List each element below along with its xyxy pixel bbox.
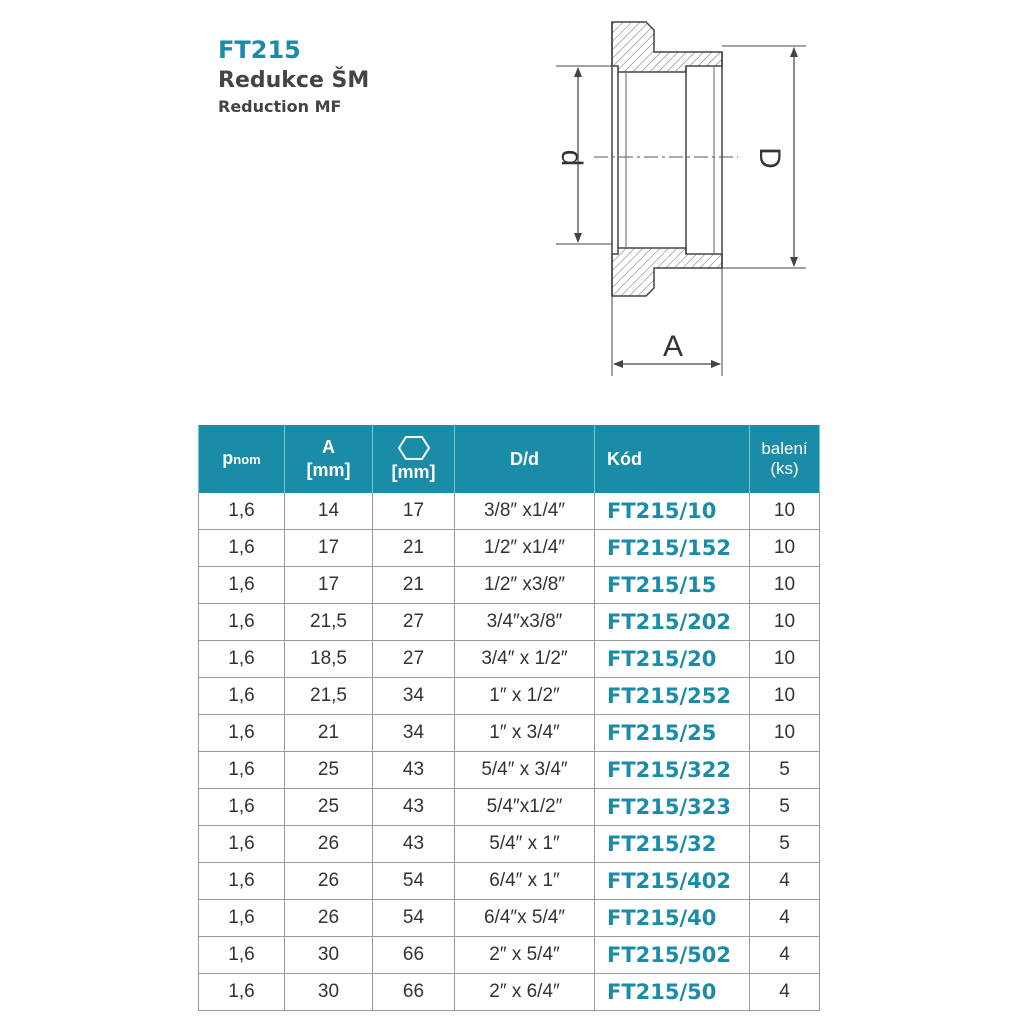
cell-baleni: 4 xyxy=(750,863,820,900)
cell-dd: 6/4″ x 1″ xyxy=(455,863,595,900)
cell-baleni: 4 xyxy=(750,937,820,974)
cell-dd: 5/4″x1/2″ xyxy=(455,789,595,826)
cell-baleni: 10 xyxy=(750,641,820,678)
cell-kod: FT215/15 xyxy=(595,567,750,604)
cell-hex: 43 xyxy=(373,826,455,863)
cell-dd: 3/4″ x 1/2″ xyxy=(455,641,595,678)
cell-dd: 2″ x 6/4″ xyxy=(455,974,595,1011)
cell-baleni: 10 xyxy=(750,604,820,641)
cell-pnom: 1,6 xyxy=(199,604,285,641)
cell-pnom: 1,6 xyxy=(199,678,285,715)
cell-hex: 34 xyxy=(373,715,455,752)
header-baleni: balení (ks) xyxy=(750,425,820,493)
cell-hex: 66 xyxy=(373,937,455,974)
cell-kod: FT215/502 xyxy=(595,937,750,974)
cell-hex: 27 xyxy=(373,641,455,678)
cell-pnom: 1,6 xyxy=(199,493,285,530)
cell-pnom: 1,6 xyxy=(199,567,285,604)
cell-a: 26 xyxy=(285,900,373,937)
cell-a: 30 xyxy=(285,937,373,974)
table-row xyxy=(199,900,820,937)
table-row xyxy=(199,789,820,826)
cell-kod: FT215/322 xyxy=(595,752,750,789)
header-a: A [mm] xyxy=(285,425,373,493)
table-row xyxy=(199,715,820,752)
table-row xyxy=(199,974,820,1011)
cell-kod: FT215/10 xyxy=(595,493,750,530)
cell-kod: FT215/32 xyxy=(595,826,750,863)
cell-dd: 5/4″ x 3/4″ xyxy=(455,752,595,789)
header-pnom: pnom xyxy=(199,425,285,493)
table-row xyxy=(199,604,820,641)
hexagon-icon xyxy=(397,435,431,461)
table-row xyxy=(199,678,820,715)
cell-hex: 54 xyxy=(373,863,455,900)
cell-baleni: 10 xyxy=(750,567,820,604)
cell-a: 21 xyxy=(285,715,373,752)
cell-dd: 3/4″x3/8″ xyxy=(455,604,595,641)
product-name-cz: Redukce ŠM xyxy=(218,68,370,93)
cell-baleni: 10 xyxy=(750,715,820,752)
cell-kod: FT215/252 xyxy=(595,678,750,715)
cell-a: 17 xyxy=(285,567,373,604)
cell-baleni: 5 xyxy=(750,752,820,789)
cell-pnom: 1,6 xyxy=(199,789,285,826)
label-A: A xyxy=(662,330,684,363)
section-top xyxy=(612,22,722,72)
cell-dd: 1/2″ x1/4″ xyxy=(455,530,595,567)
table-row xyxy=(199,567,820,604)
cell-pnom: 1,6 xyxy=(199,937,285,974)
cell-a: 14 xyxy=(285,493,373,530)
cell-kod: FT215/202 xyxy=(595,604,750,641)
cell-kod: FT215/25 xyxy=(595,715,750,752)
cell-kod: FT215/40 xyxy=(595,900,750,937)
cell-kod: FT215/50 xyxy=(595,974,750,1011)
cell-pnom: 1,6 xyxy=(199,826,285,863)
table-row xyxy=(199,752,820,789)
cell-a: 26 xyxy=(285,863,373,900)
cell-dd: 6/4″x 5/4″ xyxy=(455,900,595,937)
cell-pnom: 1,6 xyxy=(199,974,285,1011)
cell-pnom: 1,6 xyxy=(199,715,285,752)
cell-hex: 66 xyxy=(373,974,455,1011)
cell-baleni: 4 xyxy=(750,974,820,1011)
cell-a: 21,5 xyxy=(285,678,373,715)
header-hex: [mm] xyxy=(373,425,455,493)
label-d: d xyxy=(555,149,588,167)
cell-a: 25 xyxy=(285,789,373,826)
table-row xyxy=(199,826,820,863)
cell-a: 25 xyxy=(285,752,373,789)
cell-dd: 1″ x 1/2″ xyxy=(455,678,595,715)
cell-hex: 43 xyxy=(373,789,455,826)
cell-baleni: 10 xyxy=(750,493,820,530)
cell-baleni: 4 xyxy=(750,900,820,937)
cell-hex: 21 xyxy=(373,567,455,604)
cell-pnom: 1,6 xyxy=(199,530,285,567)
cell-a: 26 xyxy=(285,826,373,863)
cell-dd: 3/8″ x1/4″ xyxy=(455,493,595,530)
cell-a: 30 xyxy=(285,974,373,1011)
cell-baleni: 5 xyxy=(750,789,820,826)
cell-kod: FT215/152 xyxy=(595,530,750,567)
product-code: FT215 xyxy=(218,36,301,64)
cell-baleni: 5 xyxy=(750,826,820,863)
section-bottom xyxy=(612,248,722,296)
table-row xyxy=(199,937,820,974)
cell-hex: 54 xyxy=(373,900,455,937)
cell-a: 17 xyxy=(285,530,373,567)
cell-hex: 21 xyxy=(373,530,455,567)
cell-kod: FT215/323 xyxy=(595,789,750,826)
cell-dd: 2″ x 5/4″ xyxy=(455,937,595,974)
cell-kod: FT215/20 xyxy=(595,641,750,678)
table-row xyxy=(199,530,820,567)
table-row xyxy=(199,863,820,900)
spec-table xyxy=(198,425,820,1011)
table-row xyxy=(199,641,820,678)
cell-baleni: 10 xyxy=(750,678,820,715)
table-row xyxy=(199,493,820,530)
label-D: D xyxy=(753,147,786,169)
product-name-en: Reduction MF xyxy=(218,97,342,116)
cell-a: 21,5 xyxy=(285,604,373,641)
table-header-row xyxy=(199,425,820,493)
cell-hex: 43 xyxy=(373,752,455,789)
cell-pnom: 1,6 xyxy=(199,863,285,900)
cell-hex: 17 xyxy=(373,493,455,530)
cell-dd: 1/2″ x3/8″ xyxy=(455,567,595,604)
cell-a: 18,5 xyxy=(285,641,373,678)
cell-hex: 34 xyxy=(373,678,455,715)
header-dd: D/d xyxy=(455,425,595,493)
technical-drawing xyxy=(0,0,1024,420)
cell-pnom: 1,6 xyxy=(199,752,285,789)
cell-kod: FT215/402 xyxy=(595,863,750,900)
cell-hex: 27 xyxy=(373,604,455,641)
cell-dd: 5/4″ x 1″ xyxy=(455,826,595,863)
cell-pnom: 1,6 xyxy=(199,641,285,678)
header-kod: Kód xyxy=(595,425,750,493)
cell-dd: 1″ x 3/4″ xyxy=(455,715,595,752)
cell-pnom: 1,6 xyxy=(199,900,285,937)
cell-baleni: 10 xyxy=(750,530,820,567)
